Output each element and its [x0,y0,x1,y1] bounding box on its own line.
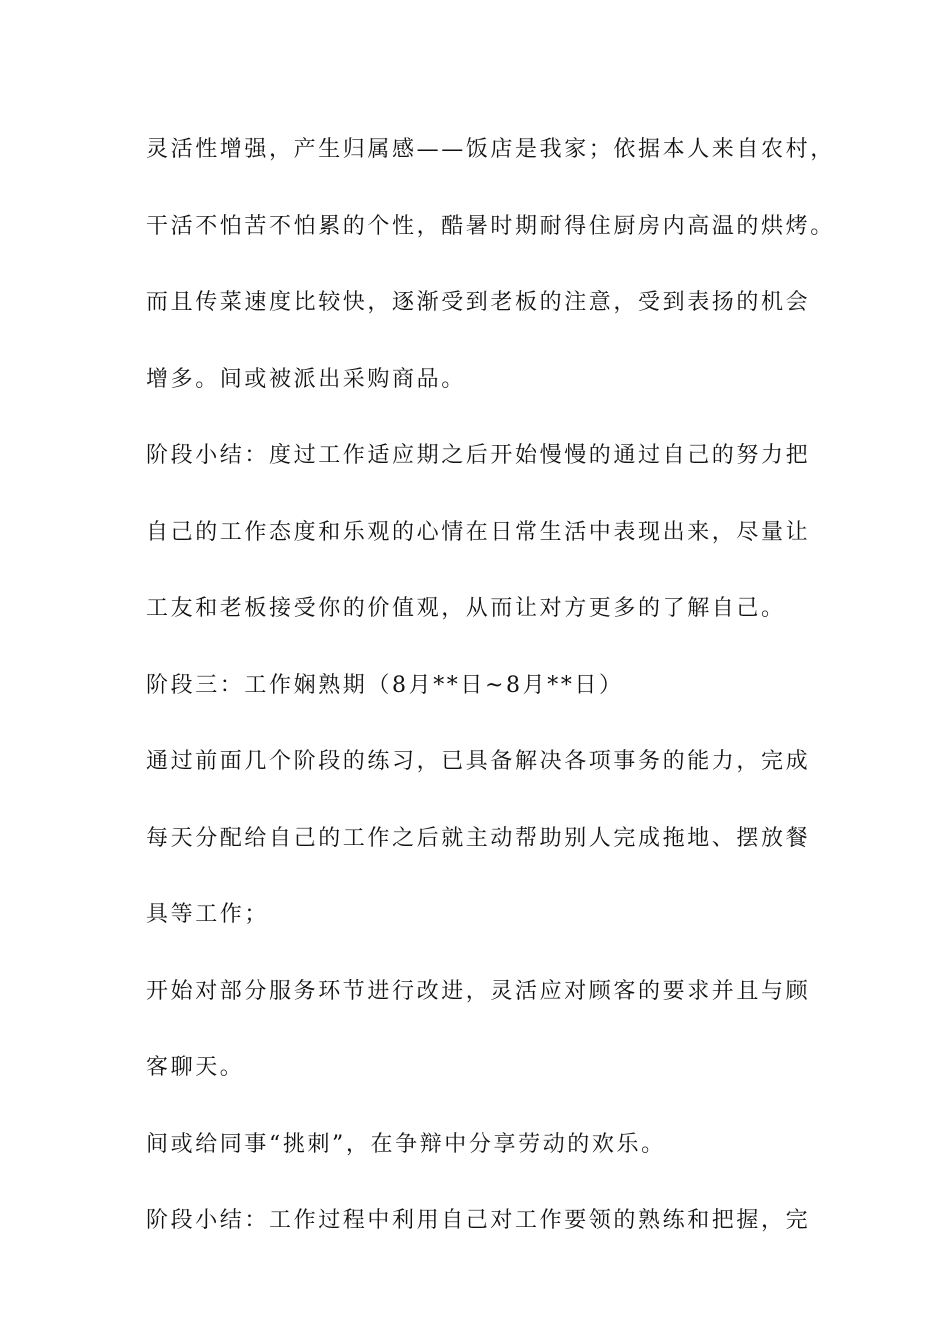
text-line: 工友和老板接受你的价值观，从而让对方更多的了解自己。 [146,596,786,621]
document-body [146,132,836,1280]
section-heading: 阶段三：工作娴熟期（8月**日~8月**日） [146,672,624,698]
text-line: 自己的工作态度和乐观的心情在日常生活中表现出来，尽量让 [146,519,811,545]
section-summary-line: 阶段小结：工作过程中利用自己对工作要领的熟练和把握，完 [146,1208,811,1233]
text-line: 干活不怕苦不怕累的个性，酷暑时期耐得住厨房内高温的烘烤。 [146,213,835,239]
text-line: 而且传菜速度比较快，逐渐受到老板的注意，受到表扬的机会 [146,290,811,315]
text-line: 客聊天。 [146,1055,245,1080]
text-line: 具等工作； [146,902,270,927]
text-line: 开始对部分服务环节进行改进，灵活应对顾客的要求并且与顾 [146,978,811,1004]
text-line: 灵活性增强，产生归属感——饭店是我家；依据本人来自农村， [146,137,835,162]
text-line: 间或给同事“挑刺”，在争辩中分享劳动的欢乐。 [146,1131,666,1157]
section-summary-line: 阶段小结：度过工作适应期之后开始慢慢的通过自己的努力把 [146,443,811,468]
text-line: 增多。间或被派出采购商品。 [146,366,466,392]
text-line: 通过前面几个阶段的练习，已具备解决各项事务的能力，完成 [146,749,811,774]
text-line: 每天分配给自己的工作之后就主动帮助别人完成拖地、摆放餐 [146,825,811,851]
